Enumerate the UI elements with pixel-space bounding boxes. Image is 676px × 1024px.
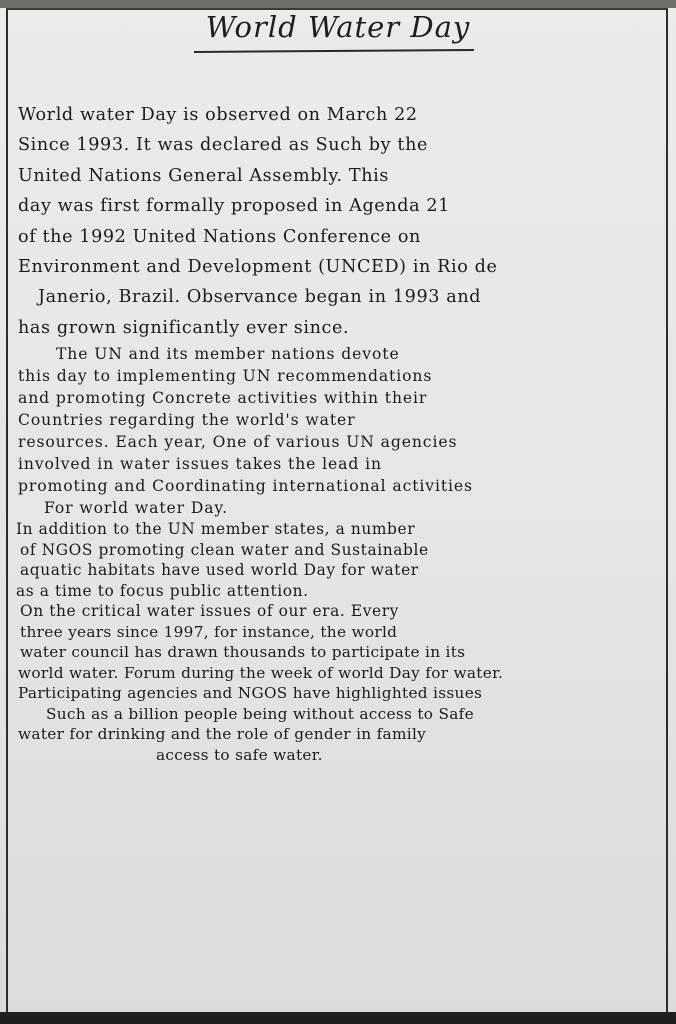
text-line: Countries regarding the world's water (18, 411, 356, 430)
text-line: On the critical water issues of our era. Every (20, 602, 399, 621)
text-line: promoting and Coordinating international activities (18, 477, 473, 496)
text-line: world water. Forum during the week of world Day for water. (18, 663, 504, 682)
text-line: of the 1992 United Nations Conference on (18, 226, 421, 247)
text-line: water council has drawn thousands to participate in its (20, 643, 466, 662)
text-line: For world water Day. (44, 499, 228, 518)
text-line: of NGOS promoting clean water and Sustainable (20, 540, 429, 559)
text-line: In addition to the UN member states, a number (16, 520, 416, 539)
text-line: Participating agencies and NGOS have highlighted issues (18, 684, 483, 703)
text-line: water for drinking and the role of gender in family (18, 725, 427, 744)
text-line: Since 1993. It was declared as Such by the (18, 135, 429, 156)
text-line: access to safe water. (156, 745, 323, 764)
text-line: United Nations General Assembly. This (18, 165, 390, 186)
text-line: as a time to focus public attention. (16, 581, 309, 600)
text-line: involved in water issues takes the lead in (18, 455, 382, 474)
text-line: aquatic habitats have used world Day for water (20, 561, 419, 580)
bottom-edge (0, 1012, 676, 1024)
text-line: three years since 1997, for instance, the world (20, 622, 398, 641)
page-title: World Water Day (205, 10, 471, 44)
text-line: Such as a billion people being without access to Safe (46, 704, 474, 723)
text-line: day was first formally proposed in Agenda 21 (18, 196, 450, 217)
text-line: and promoting Concrete activities within their (18, 389, 428, 408)
text-line: Environment and Development (UNCED) in Rio de (18, 257, 498, 278)
text-line: The UN and its member nations devote (56, 345, 400, 364)
text-line: resources. Each year, One of various UN agencies (18, 433, 458, 452)
text-line: has grown significantly ever since. (18, 317, 350, 338)
text-line: World water Day is observed on March 22 (18, 105, 418, 125)
top-edge (0, 0, 676, 8)
text-line: Janerio, Brazil. Observance began in 1993 and (38, 287, 482, 308)
essay-body (16, 100, 662, 765)
text-line: this day to implementing UN recommendations (18, 367, 433, 386)
